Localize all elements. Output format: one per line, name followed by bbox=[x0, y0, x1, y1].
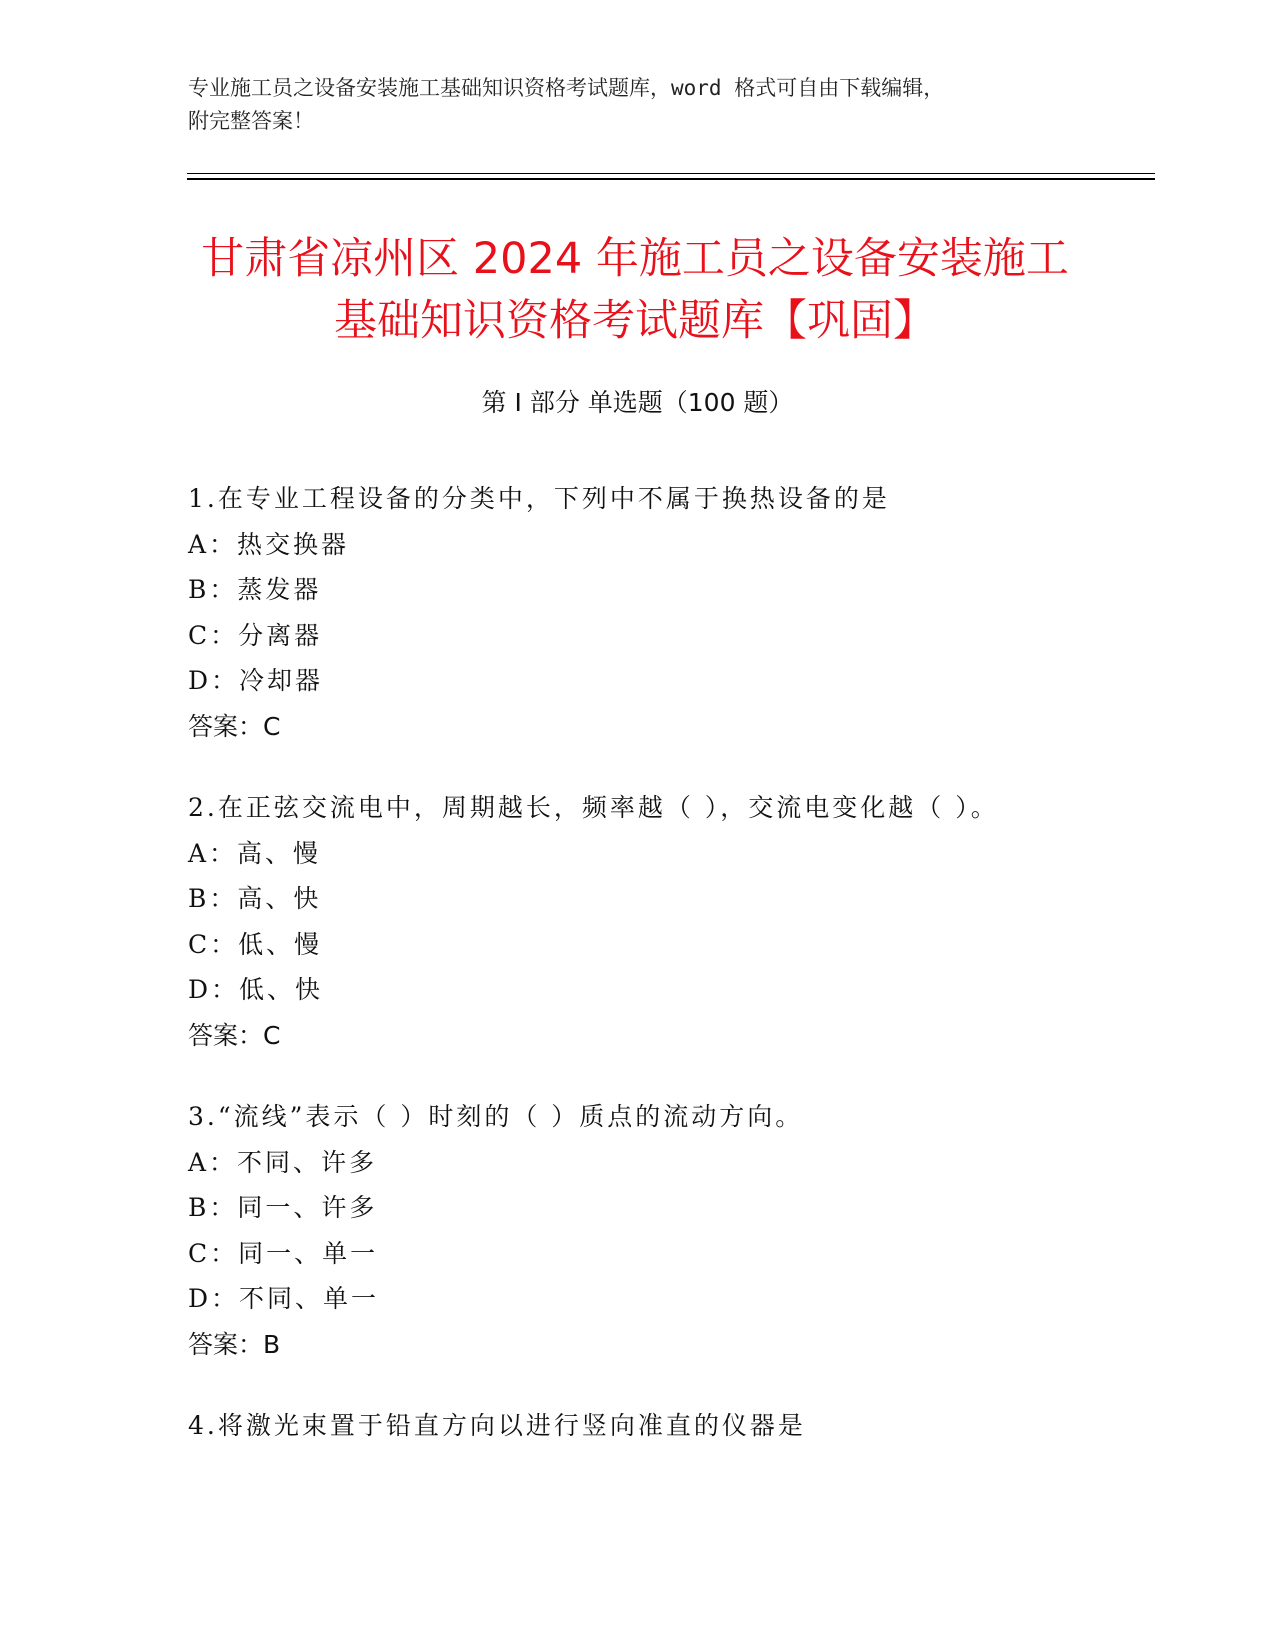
answer: 答案：B bbox=[188, 1329, 281, 1359]
question-list bbox=[188, 476, 1138, 1485]
question-text: 2.在正弦交流电中，周期越长，频率越（ ），交流电变化越（ ）。 bbox=[188, 793, 999, 822]
option-b: B：蒸发器 bbox=[188, 575, 322, 604]
question-3 bbox=[188, 1094, 1138, 1367]
question-text: 1.在专业工程设备的分类中，下列中不属于换热设备的是 bbox=[188, 484, 890, 513]
option-d: D：低、快 bbox=[188, 975, 324, 1004]
header-note bbox=[188, 72, 1088, 138]
option-c: C：同一、单一 bbox=[188, 1238, 379, 1268]
option-c: C：分离器 bbox=[188, 620, 323, 650]
header-divider-thin bbox=[187, 173, 1155, 174]
question-4 bbox=[188, 1403, 1138, 1449]
question-1 bbox=[188, 476, 1138, 749]
header-divider-thick bbox=[187, 178, 1155, 180]
document-title-line-2: 基础知识资格考试题库【巩固】 bbox=[334, 296, 936, 346]
option-d: D：不同、单一 bbox=[188, 1284, 380, 1313]
option-a: A：热交换器 bbox=[188, 529, 350, 559]
answer: 答案：C bbox=[188, 1020, 281, 1050]
section-title: 第 I 部分 单选题（100 题） bbox=[481, 388, 794, 417]
option-a: A：不同、许多 bbox=[188, 1147, 378, 1177]
question-text: 3.“流线”表示（ ）时刻的（ ）质点的流动方向。 bbox=[188, 1102, 804, 1131]
header-note-line-2: 附完整答案！ bbox=[188, 109, 314, 133]
document-title bbox=[160, 228, 1110, 352]
question-2 bbox=[188, 785, 1138, 1058]
answer: 答案：C bbox=[188, 711, 281, 741]
option-b: B：同一、许多 bbox=[188, 1193, 378, 1222]
header-note-line-1: 专业施工员之设备安装施工基础知识资格考试题库，word 格式可自由下载编辑， bbox=[188, 76, 945, 100]
question-text: 4.将激光束置于铅直方向以进行竖向准直的仪器是 bbox=[188, 1411, 806, 1440]
option-d: D：冷却器 bbox=[188, 666, 324, 695]
document-title-line-1: 甘肃省凉州区 2024 年施工员之设备安装施工 bbox=[201, 234, 1069, 284]
option-a: A：高、慢 bbox=[188, 838, 322, 868]
option-b: B：高、快 bbox=[188, 884, 322, 913]
option-c: C：低、慢 bbox=[188, 929, 323, 959]
